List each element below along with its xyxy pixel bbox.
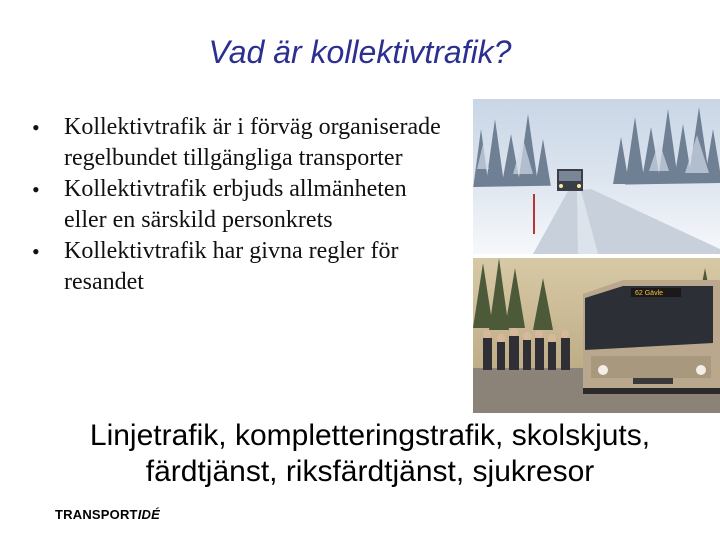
bullet-item [30,236,450,298]
transportide-logo [55,507,160,522]
logo-text-ide: IDÉ [137,507,160,522]
bus-stop-photo [473,258,720,413]
caption-line-1: Linjetrafik, kompletteringstrafik, skolskjuts, [89,419,651,452]
slide-title: Vad är kollektivtrafik? [208,34,512,70]
logo-text-transport: TRANSPORT [55,507,138,522]
bullet-text: Kollektivtrafik har givna regler för resandet [64,238,399,295]
bullet-list [30,112,450,298]
bullet-text: Kollektivtrafik erbjuds allmänheten eller en särskild personkrets [64,176,407,233]
bullet-icon: • [32,115,40,140]
bullet-item [30,112,450,174]
bullet-text: Kollektivtrafik är i förväg organiserade regelbundet tillgängliga transporter [64,114,441,171]
bullet-icon: • [32,239,40,264]
caption [40,418,700,490]
bullet-item [30,174,450,236]
winter-bus-photo [473,99,720,254]
bullet-icon: • [32,177,40,202]
caption-line-2: färdtjänst, riksfärdtjänst, sjukresor [145,455,595,488]
bus-destination-sign: 62 Gävle [635,290,664,297]
